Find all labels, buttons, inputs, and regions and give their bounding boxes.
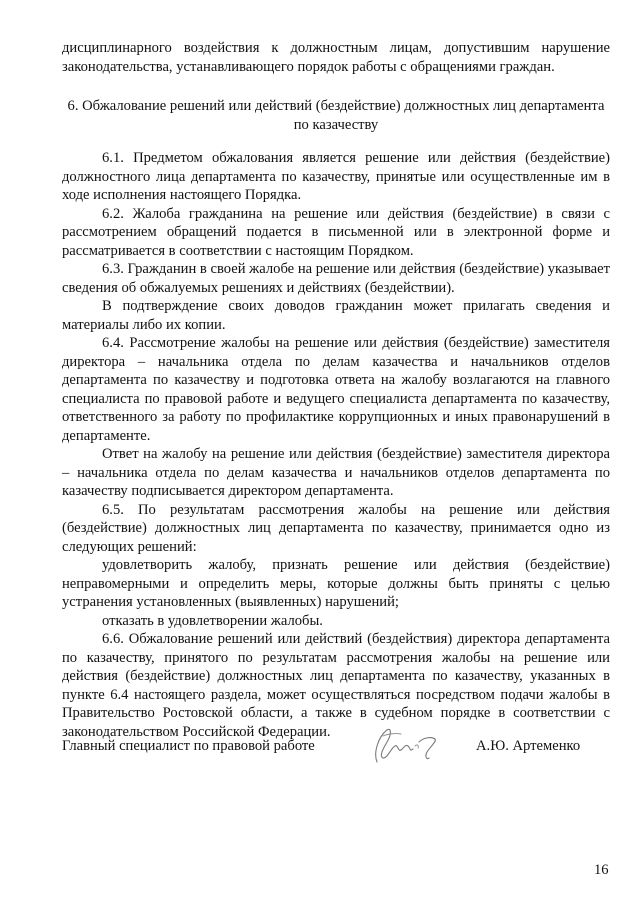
paragraph-6-6: 6.6. Обжалование решений или действий (бездействия) директора департамента по казачеству, принятого по результатам рассмотрения жалобы на решение или действия (бездействие) должностных лиц департамента по казачеству, указанных в пункте 6.4 настоящего раздела, может осуществляться посредством подачи жалобы в Правительство Ростовской области, а также в судебном порядке в соответствии с законодательством Российской Федерации.	[62, 631, 610, 740]
signatory-name: А.Ю. Артеменко	[476, 738, 581, 754]
handwritten-signature	[365, 722, 445, 768]
paragraph-evidence: В подтверждение своих доводов гражданин может прилагать сведения и материалы либо их копии.	[62, 298, 610, 333]
paragraph-refuse: отказать в удовлетворении жалобы.	[102, 612, 323, 629]
signatory-title: Главный специалист по правовой работе	[62, 738, 315, 754]
continued-paragraph: дисциплинарного воздействия к должностным лицам, допустившим нарушение законодательства, устанавливающего порядок работы с обращениями граждан.	[62, 40, 610, 75]
paragraph-6-2: 6.2. Жалоба гражданина на решение или действия (бездействие) в связи с рассмотрением обращений подается в письменной или в электронной форме и рассматривается в соответствии с настоящим Порядком.	[62, 205, 610, 259]
paragraph-6-5: 6.5. По результатам рассмотрения жалобы на решение или действия (бездействие) должностных лиц департамента по казачеству, принимается одно из следующих решений:	[62, 501, 610, 555]
paragraph-response: Ответ на жалобу на решение или действия (бездействие) заместителя директора – начальника отдела по делам казачества и начальников отделов департамента по казачеству подписывается директором департамента.	[62, 446, 610, 499]
paragraph-6-1: 6.1. Предметом обжалования является решение или действия (бездействие) должностного лица департамента по казачеству, принятые или осуществленные им в ходе исполнения настоящего Порядка.	[62, 150, 610, 203]
section-body	[62, 149, 610, 741]
section-heading: 6. Обжалование решений или действий (бездействие) должностных лиц департамента по казачеству	[67, 98, 605, 133]
paragraph-6-3: 6.3. Гражданин в своей жалобе на решение или действия (бездействие) указывает сведения об обжалуемых решениях и действиях (бездействии).	[62, 261, 610, 296]
paragraph-satisfy: удовлетворить жалобу, признать решение или действия (бездействие) неправомерными и определить меры, которые должны быть приняты с целью устранения установленных (выявленных) нарушений;	[62, 557, 610, 610]
paragraph-6-4: 6.4. Рассмотрение жалобы на решение или действия (бездействие) заместителя директора – начальника отдела по делам казачества и начальников отделов департамента по казачеству и подготовка ответа на жалобу возлагаются на главного специалиста по правовой работе и ведущего специалиста департамента по казачеству, ответственного за работу по профилактике коррупционных и иных правонарушений в департаменте.	[62, 335, 610, 444]
page-number: 16	[594, 862, 609, 878]
